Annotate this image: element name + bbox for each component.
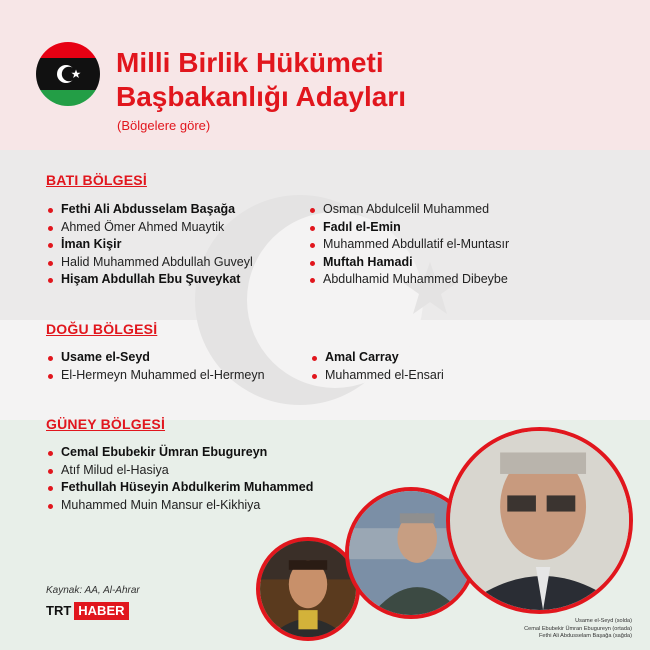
list-item: İman Kişir bbox=[47, 236, 253, 254]
list-item: Halid Muhammed Abdullah Guveyl bbox=[47, 254, 253, 272]
list-item: Fethi Ali Abdusselam Başağa bbox=[47, 201, 253, 219]
caption-left: Usame el-Seyd (solda) bbox=[575, 618, 632, 624]
photo-captions bbox=[524, 618, 632, 641]
list-item: Amal Carray bbox=[311, 349, 444, 367]
page-title bbox=[116, 46, 406, 114]
trt-haber-logo bbox=[46, 602, 129, 620]
list-item: Ahmed Ömer Ahmed Muaytik bbox=[47, 219, 253, 237]
list-item: Atıf Milud el-Hasiya bbox=[47, 462, 313, 480]
logo-haber: HABER bbox=[74, 602, 128, 620]
list-item: Usame el-Seyd bbox=[47, 349, 265, 367]
list-item: Hişam Abdullah Ebu Şuveykat bbox=[47, 271, 253, 289]
south-list-left bbox=[47, 444, 313, 514]
list-item: Fadıl el-Emin bbox=[309, 219, 509, 237]
list-item: Cemal Ebubekir Ümran Ebugureyn bbox=[47, 444, 313, 462]
page-subtitle: (Bölgelere göre) bbox=[117, 118, 211, 133]
section-title-west: BATI BÖLGESİ bbox=[46, 172, 147, 188]
list-item: Muhammed el-Ensari bbox=[311, 367, 444, 385]
caption-middle: Cemal Ebubekir Ümran Ebugureyn (ortada) bbox=[524, 625, 632, 632]
source-note bbox=[46, 585, 140, 596]
east-list-left bbox=[47, 349, 265, 384]
east-list-right bbox=[311, 349, 444, 384]
list-item: Osman Abdulcelil Muhammed bbox=[309, 201, 509, 219]
section-title-east: DOĞU BÖLGESİ bbox=[46, 321, 158, 337]
west-list-right bbox=[309, 201, 509, 289]
source-value: AA, Al-Ahrar bbox=[84, 585, 140, 596]
list-item: Muhammed Abdullatif el-Muntasır bbox=[309, 236, 509, 254]
title-line-1: Milli Birlik Hükümeti bbox=[116, 47, 384, 78]
list-item: Muftah Hamadi bbox=[309, 254, 509, 272]
list-item: El-Hermeyn Muhammed el-Hermeyn bbox=[47, 367, 265, 385]
libya-flag-icon bbox=[36, 42, 100, 106]
list-item: Fethullah Hüseyin Abdulkerim Muhammed bbox=[47, 479, 313, 497]
photo-fethi-ali-abdusselam-basaga bbox=[446, 427, 633, 614]
list-item: Muhammed Muin Mansur el-Kikhiya bbox=[47, 497, 313, 515]
title-line-2: Başbakanlığı Adayları bbox=[116, 81, 406, 112]
caption-right: Fethi Ali Abdusselam Başağa (sağda) bbox=[539, 633, 632, 640]
list-item: Abdulhamid Muhammed Dibeybe bbox=[309, 271, 509, 289]
source-label: Kaynak: bbox=[46, 585, 83, 596]
logo-trt: TRT bbox=[46, 603, 72, 618]
section-title-south: GÜNEY BÖLGESİ bbox=[46, 416, 166, 432]
west-list-left bbox=[47, 201, 253, 289]
